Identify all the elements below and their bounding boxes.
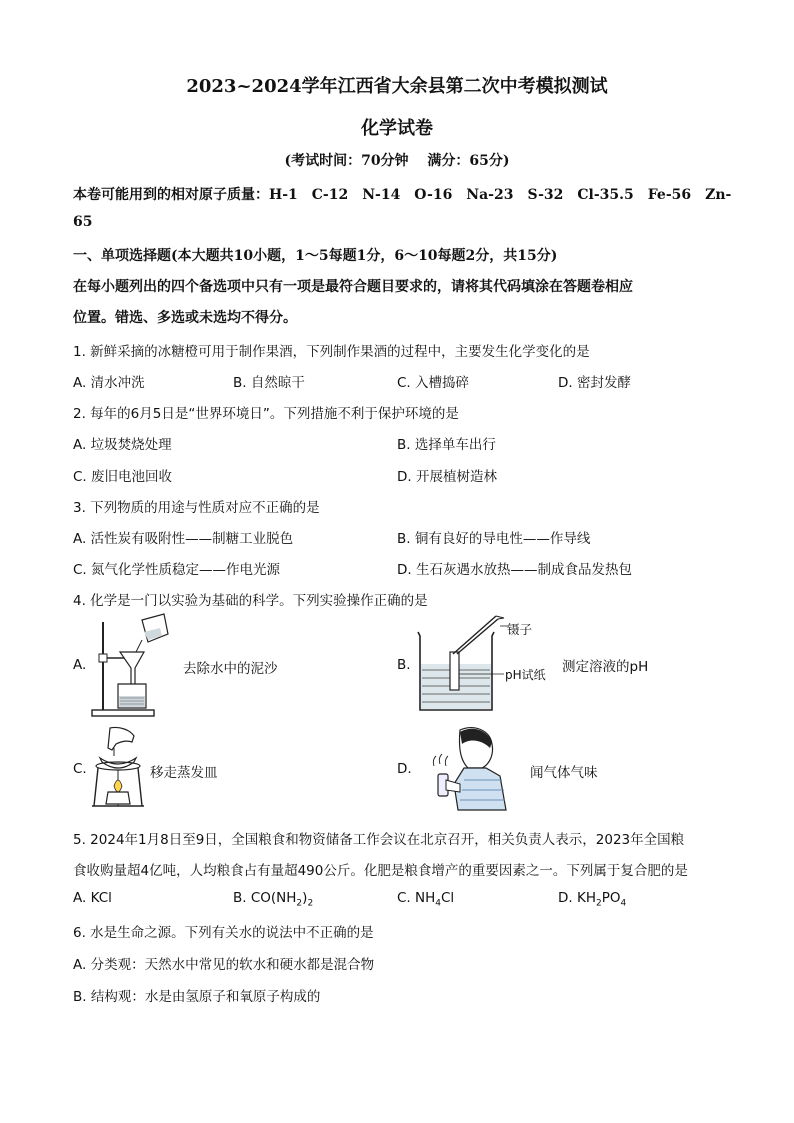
q4-option-c-text: 移走蒸发皿 <box>150 765 218 781</box>
q5-option-d: D. $KH_2PO_4$ <box>558 890 627 909</box>
exam-info: (考试时间：70分钟 满分：65分) <box>284 153 510 169</box>
atomic-mass-line-2: 65 <box>73 214 93 230</box>
q1-option-a: A. 清水冲洗 <box>73 375 145 391</box>
q2-option-d: D. 开展植树造林 <box>397 469 497 485</box>
q2-stem: 2. 每年的6月5日是“世界环境日”。下列措施不利于保护环境的是 <box>73 406 459 422</box>
q4-option-c-letter: C. <box>73 761 87 777</box>
q6-option-b: B. 结构观：水是由氢原子和氧原子构成的 <box>73 989 321 1005</box>
section-heading: 一、单项选择题(本大题共10小题，1～5每题1分，6～10每题2分，共15分) <box>73 248 558 264</box>
exam-subtitle: 化学试卷 <box>361 118 433 139</box>
q3-option-d: D. 生石灰遇水放热——制成食品发热包 <box>397 562 632 578</box>
q4-option-a-letter: A. <box>73 657 87 673</box>
q2-option-a: A. 垃圾焚烧处理 <box>73 437 172 453</box>
q4-stem: 4. 化学是一门以实验为基础的科学。下列实验操作正确的是 <box>73 593 428 609</box>
q5-option-c: C. $NH_4Cl$ <box>397 890 455 909</box>
exam-title: 2023~2024学年江西省大余县第二次中考模拟测试 <box>186 76 608 97</box>
ph-test-beaker-figure <box>412 612 512 716</box>
q4-option-d-text: 闻气体气味 <box>530 765 598 781</box>
q1-option-d: D. 密封发酵 <box>558 375 631 391</box>
section-instruction-2: 位置。错选、多选或未选均不得分。 <box>73 310 297 326</box>
q3-option-b: B. 铜有良好的导电性——作导线 <box>397 531 591 547</box>
section-instruction-1: 在每小题列出的四个备选项中只有一项是最符合题目要求的，请将其代码填涂在答题卷相应 <box>73 279 633 295</box>
q3-option-c: C. 氮气化学性质稳定——作电光源 <box>73 562 281 578</box>
q5-option-b: B. $CO(NH_2)_2$ <box>233 890 314 909</box>
filtration-apparatus-figure <box>90 612 170 720</box>
atomic-mass-line-1: 本卷可能用到的相对原子质量：H-1 C-12 N-14 O-16 Na-23 S-32 Cl-35.5 Fe-56 Zn- <box>73 187 732 203</box>
q1-option-b: B. 自然晾干 <box>233 375 305 391</box>
q4-option-b-text: 测定溶液的pH <box>562 659 649 675</box>
evaporating-dish-hand-figure <box>90 726 146 810</box>
q3-stem: 3. 下列物质的用途与性质对应不正确的是 <box>73 500 320 516</box>
q4-option-b-letter: B. <box>397 657 411 673</box>
q4-label-ph-paper: pH试纸 <box>505 668 546 682</box>
q1-stem: 1. 新鲜采摘的冰糖橙可用于制作果酒，下列制作果酒的过程中，主要发生化学变化的是 <box>73 344 590 360</box>
q1-option-c: C. 入槽捣碎 <box>397 375 470 391</box>
q6-stem: 6. 水是生命之源。下列有关水的说法中不正确的是 <box>73 925 374 941</box>
q5-stem-line-2: 食收购量超4亿吨，人均粮食占有量超490公斤。化肥是粮食增产的重要因素之一。下列属于复合肥的是 <box>73 863 688 879</box>
q4-label-tweezers: 镊子 <box>507 622 533 637</box>
q6-option-a: A. 分类观：天然水中常见的软水和硬水都是混合物 <box>73 957 375 973</box>
smelling-gas-student-figure <box>424 724 512 812</box>
q5-stem-line-1: 5. 2024年1月8日至9日，全国粮食和物资储备工作会议在北京召开，相关负责人表示，2023年全国粮 <box>73 832 685 848</box>
q4-option-a-text: 去除水中的泥沙 <box>183 661 278 677</box>
q2-option-c: C. 废旧电池回收 <box>73 469 173 485</box>
q3-option-a: A. 活性炭有吸附性——制糖工业脱色 <box>73 531 294 547</box>
q5-option-a: A. KCl <box>73 890 112 906</box>
q4-option-d-letter: D. <box>397 761 412 777</box>
q2-option-b: B. 选择单车出行 <box>397 437 496 453</box>
